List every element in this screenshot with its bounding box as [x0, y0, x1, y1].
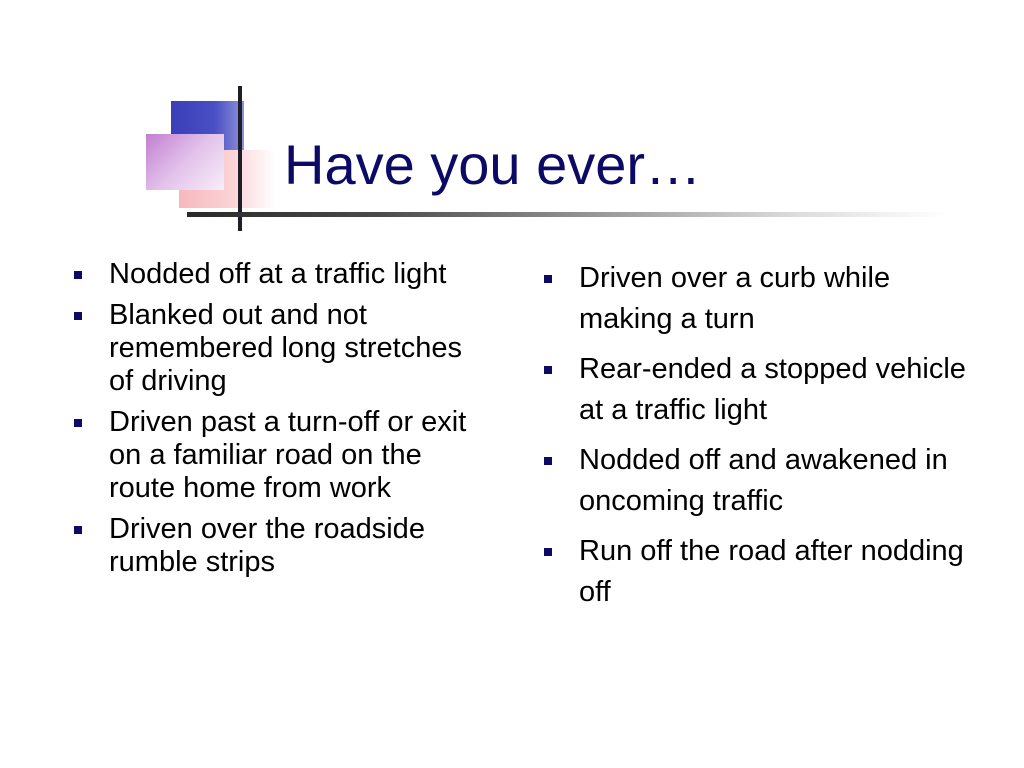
list-item	[70, 258, 490, 291]
list-item	[70, 513, 490, 579]
square-bullet-icon	[74, 526, 82, 534]
square-bullet-icon	[74, 312, 82, 320]
decor-purple-square	[146, 134, 224, 190]
list-item	[540, 258, 990, 340]
square-bullet-icon	[74, 271, 82, 279]
list-item	[540, 349, 990, 431]
square-bullet-icon	[74, 419, 82, 427]
list-item-text: Driven past a turn-off or exit on a familiar road on the route home from work	[109, 406, 467, 504]
title-underline	[187, 212, 947, 217]
left-bullet-list	[70, 258, 490, 587]
square-bullet-icon	[544, 548, 552, 556]
list-item-text: Run off the road after nodding off	[579, 535, 964, 608]
list-item-text: Driven over a curb while making a turn	[579, 262, 891, 335]
list-item	[70, 299, 490, 398]
square-bullet-icon	[544, 275, 552, 283]
list-item	[70, 406, 490, 505]
slide-title: Have you ever…	[284, 133, 702, 196]
list-item	[540, 531, 990, 613]
list-item	[540, 440, 990, 522]
list-item-text: Nodded off at a traffic light	[109, 258, 447, 290]
list-item-text: Driven over the roadside rumble strips	[109, 513, 425, 578]
list-item-text: Rear-ended a stopped vehicle at a traffic light	[579, 353, 966, 426]
decor-vertical-line	[238, 86, 242, 231]
right-bullet-list	[540, 258, 990, 622]
list-item-text: Nodded off and awakened in oncoming traffic	[579, 444, 948, 517]
list-item-text: Blanked out and not remembered long stretches of driving	[109, 299, 462, 397]
square-bullet-icon	[544, 457, 552, 465]
square-bullet-icon	[544, 366, 552, 374]
